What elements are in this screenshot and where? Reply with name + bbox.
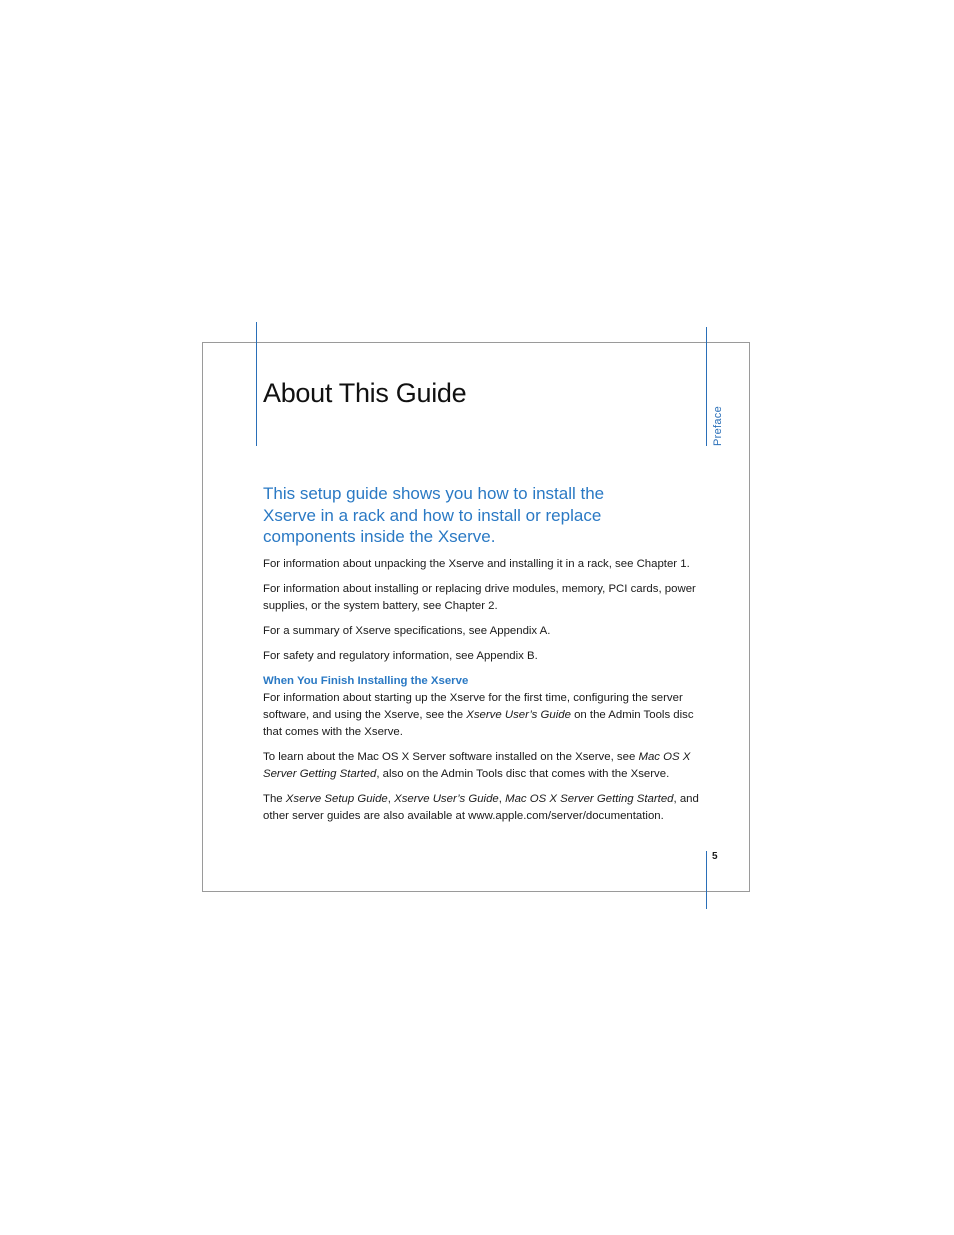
- section-heading: When You Finish Installing the Xserve: [263, 675, 469, 687]
- book-title: Xserve User’s Guide: [466, 709, 571, 721]
- paragraph-users-guide: [263, 690, 711, 741]
- paragraph-appendix-a: For a summary of Xserve specifications, see Appendix A.: [263, 625, 551, 637]
- text-run: , and other server guides are also available at www.apple.com/server/documentation.: [263, 793, 699, 822]
- right-top-rule: [706, 327, 707, 446]
- book-title: Xserve Setup Guide: [285, 793, 388, 805]
- text-run: To learn about the Mac OS X Server software installed on the Xserve, see: [263, 751, 639, 763]
- text-run: The: [263, 793, 286, 805]
- left-top-rule: [256, 322, 257, 446]
- book-title: Mac OS X Server Getting Started: [505, 793, 674, 805]
- text-run: ,: [498, 793, 506, 805]
- intro-text: This setup guide shows you how to install the Xserve in a rack and how to install or replace components inside the Xserve.: [263, 484, 605, 546]
- paragraph-chapter-1: For information about unpacking the Xserve and installing it in a rack, see Chapter 1.: [263, 558, 690, 570]
- text-run: , also on the Admin Tools disc that comes with the Xserve.: [376, 768, 670, 780]
- side-label-preface: Preface: [712, 405, 724, 446]
- paragraph-documentation: [263, 791, 711, 825]
- page-number: 5: [712, 851, 718, 862]
- chapter-title: About This Guide: [263, 378, 467, 408]
- text-run: For information about starting up the Xserve for the first time, configuring the server software, and using the Xserve, see the: [263, 692, 683, 721]
- text-run: ,: [387, 793, 395, 805]
- paragraph-chapter-2: For information about installing or replacing drive modules, memory, PCI cards, power supplies, or the system battery, see Chapter 2.: [263, 583, 696, 612]
- paragraph-appendix-b: For safety and regulatory information, see Appendix B.: [263, 650, 538, 662]
- text-run: on the Admin Tools disc that comes with the Xserve.: [263, 709, 694, 738]
- paragraph-getting-started: [263, 749, 711, 783]
- book-title: Mac OS X Server Getting Started: [263, 751, 691, 780]
- body-text: [263, 556, 711, 833]
- right-bottom-rule: [706, 851, 707, 909]
- book-title: Xserve User’s Guide: [394, 793, 499, 805]
